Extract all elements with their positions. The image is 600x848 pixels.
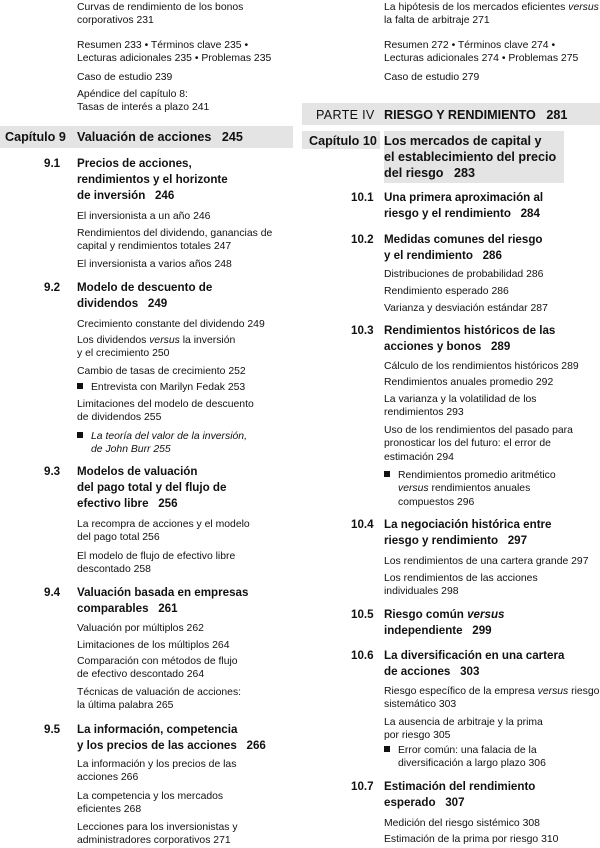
bullet-icon [77,432,83,438]
section-number: 9.2 [44,281,61,294]
toc-item[interactable]: Riesgo específico de la empresa versus riesgo sistemático 303 [384,686,600,711]
part-title[interactable]: RIESGO Y RENDIMIENTO 281 [384,108,568,122]
toc-item[interactable]: Uso de los rendimientos del pasado para pronosticar los del futuro: el error de estimación 294 [384,425,573,463]
versus-emphasis: versus [537,686,569,697]
versus-emphasis: versus [149,335,180,346]
chapter-label: Capítulo 10 [309,134,377,148]
toc-entry[interactable]: Caso de estudio 279 [384,72,480,83]
toc-item[interactable]: Limitaciones de los múltiplos 264 [77,640,230,651]
chapter-label: Capítulo 9 [5,130,66,144]
toc-item[interactable]: La recompra de acciones y el modelo del pago total 256 [77,519,250,544]
toc-item[interactable]: Entrevista con Marilyn Fedak 253 [77,381,245,394]
toc-item[interactable]: La competencia y los mercados eficientes 268 [77,791,224,816]
bullet-icon [384,746,390,752]
section-title[interactable]: Valuación basada en empresas comparables 261 [77,586,249,615]
toc-item[interactable]: Rendimientos del dividendo, ganancias de capital y rendimientos totales 247 [77,228,273,253]
section-title[interactable]: Una primera aproximación al riesgo y el rendimiento 284 [384,191,544,220]
toc-item[interactable]: Rendimientos promedio aritmético versus rendimientos anuales compuestos 296 [384,469,556,509]
bullet-icon [384,471,390,477]
toc-item[interactable]: La ausencia de arbitraje y la prima por riesgo 305 [384,717,543,742]
versus-emphasis: versus [568,2,599,13]
part-label: PARTE IV [316,108,375,122]
toc-item[interactable]: Valuación por múltiplos 262 [77,623,204,634]
toc-item[interactable]: Limitaciones del modelo de descuento de dividendos 255 [77,399,254,424]
toc-entry[interactable]: Curvas de rendimiento de los bonos corporativos 231 [77,2,244,27]
toc-item[interactable]: La información y los precios de las acciones 266 [77,759,237,784]
toc-item[interactable]: El modelo de flujo de efectivo libre descontado 258 [77,551,236,576]
toc-item[interactable]: Lecciones para los inversionistas y administradores corporativos 271 [77,822,238,847]
section-number: 10.4 [351,518,374,531]
versus-emphasis: versus [467,608,505,621]
toc-entry[interactable]: Caso de estudio 239 [77,72,173,83]
toc-item[interactable]: Cálculo de los rendimientos históricos 289 [384,361,579,372]
toc-item[interactable]: Técnicas de valuación de acciones: la última palabra 265 [77,687,242,712]
section-number: 10.2 [351,233,374,246]
section-title[interactable]: La diversificación en una cartera de acciones 303 [384,649,565,678]
toc-entry[interactable]: Resumen 272 • Términos clave 274 • Lecturas adicionales 274 • Problemas 275 [384,40,579,65]
toc-item[interactable]: Cambio de tasas de crecimiento 252 [77,366,246,377]
section-title[interactable]: Modelo de descuento de dividendos 249 [77,281,213,310]
toc-entry[interactable]: La hipótesis de los mercados eficientes versus la falta de arbitraje 271 [384,2,599,27]
section-title[interactable]: Estimación del rendimiento esperado 307 [384,780,536,809]
toc-item[interactable]: Comparación con métodos de flujo de efectivo descontado 264 [77,656,238,681]
toc-item[interactable]: Error común: una falacia de la diversificación a largo plazo 306 [384,744,546,771]
toc-item[interactable]: Los rendimientos de las acciones individuales 298 [384,573,538,598]
section-title[interactable]: Riesgo común versus independiente 299 [384,608,505,637]
chapter-title[interactable]: Valuación de acciones 245 [77,130,243,144]
section-title[interactable]: Precios de acciones, rendimientos y el horizonte de inversión 246 [77,157,228,202]
section-number: 9.1 [44,157,61,170]
section-title[interactable]: Modelos de valuación del pago total y del flujo de efectivo libre 256 [77,465,227,510]
toc-entry[interactable]: Resumen 233 • Términos clave 235 • Lecturas adicionales 235 • Problemas 235 [77,40,272,65]
section-number: 9.5 [44,723,61,736]
section-title[interactable]: La negociación histórica entre riesgo y rendimiento 297 [384,518,552,547]
toc-item[interactable]: Medición del riesgo sistémico 308 [384,818,540,829]
bullet-icon [77,383,83,389]
toc-item[interactable]: La teoría del valor de la inversión, de John Burr 255 [77,430,247,457]
section-number: 10.7 [351,780,374,793]
section-number: 10.5 [351,608,374,621]
section-number: 10.6 [351,649,374,662]
toc-item[interactable]: Estimación de la prima por riesgo 310 [384,834,559,845]
section-number: 9.4 [44,586,61,599]
section-title[interactable]: Medidas comunes del riesgo y el rendimiento 286 [384,233,543,262]
versus-emphasis: versus [398,483,429,495]
section-number: 10.3 [351,324,374,337]
toc-item[interactable]: Los rendimientos de una cartera grande 297 [384,556,589,567]
toc-item[interactable]: Distribuciones de probabilidad 286 [384,269,544,280]
toc-item[interactable]: Los dividendos versus la inversión y el crecimiento 250 [77,335,236,360]
toc-item[interactable]: Varianza y desviación estándar 287 [384,303,548,314]
section-number: 9.3 [44,465,61,478]
toc-entry[interactable]: Apéndice del capítulo 8: Tasas de interés a plazo 241 [77,89,210,114]
toc-item[interactable]: Rendimiento esperado 286 [384,286,509,297]
toc-item[interactable]: La varianza y la volatilidad de los rendimientos 293 [384,394,537,419]
section-number: 10.1 [351,191,374,204]
toc-item[interactable]: Crecimiento constante del dividendo 249 [77,319,265,330]
toc-item[interactable]: El inversionista a varios años 248 [77,259,232,270]
toc-item[interactable]: Rendimientos anuales promedio 292 [384,377,554,388]
section-title[interactable]: Rendimientos históricos de las acciones y bonos 289 [384,324,556,353]
section-title[interactable]: La información, competencia y los precios de las acciones 266 [77,723,266,752]
toc-item[interactable]: El inversionista a un año 246 [77,211,211,222]
chapter-title[interactable]: Los mercados de capital y el establecimiento del precio del riesgo 283 [384,134,557,180]
